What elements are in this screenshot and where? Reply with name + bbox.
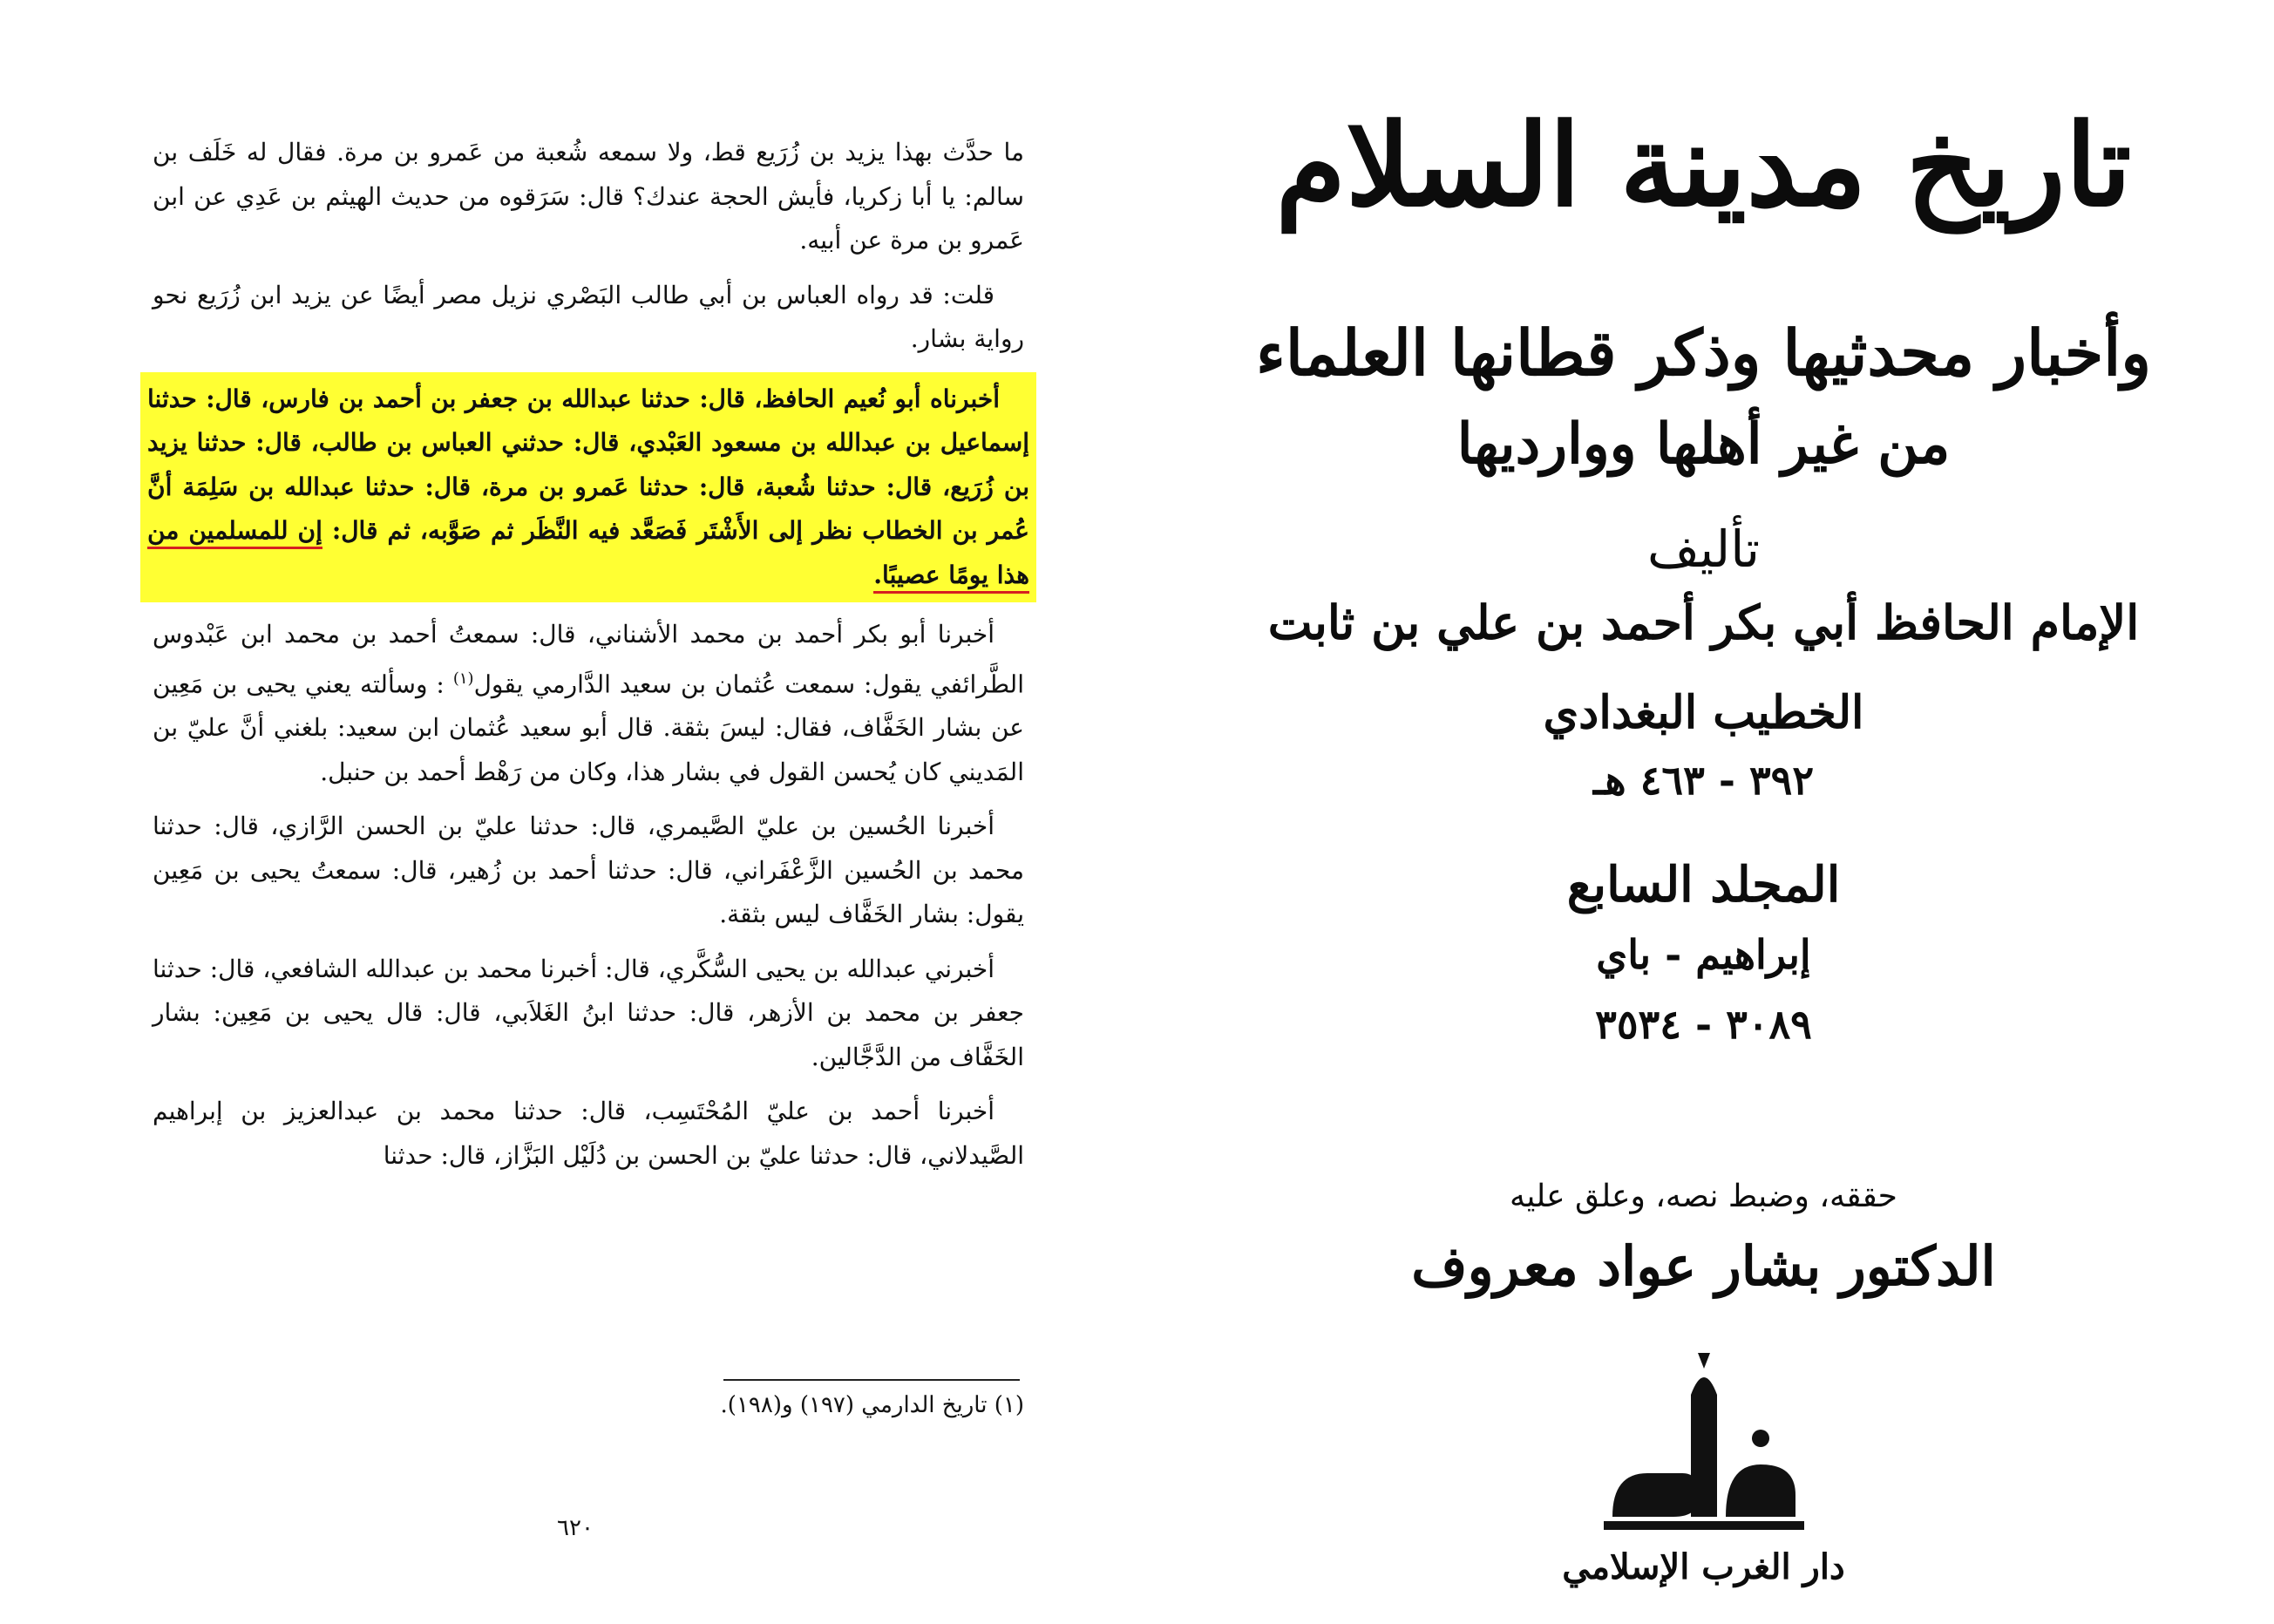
body-text [147, 131, 1030, 1188]
footnote-reference: (١) [452, 669, 474, 688]
footnote: (١) تاريخ الدارمي (١٩٧) و(١٩٨). [720, 1392, 1024, 1418]
text-line: أخبرناه أبو نُعيم الحافظ، قال: حدثنا عبدالله بن جعفر بن أحمد بن [338, 384, 1000, 413]
paragraph [153, 613, 1024, 794]
paragraph [153, 948, 1024, 1080]
text-line: خَلَف بن سالم: يا أبا زكريا، فأيش الحجة عندك؟ قال: سَرَقوه من حديث [153, 138, 1025, 211]
paragraph [153, 274, 1024, 362]
paragraph [153, 131, 1024, 263]
text-line: قال: قال يحيى بن مَعِين: بشار الخَفَّاف من الدَّجَّالين. [153, 998, 1024, 1071]
author-dates: ٣٩٢ - ٤٦٣ هـ [1592, 757, 1815, 804]
text-line: أخبرنا أحمد بن عليّ المُحْتَسِب، قال: حدثنا محمد بن عبدالعزيز بن [241, 1097, 995, 1126]
highlighted-paragraph [140, 372, 1036, 603]
editor-role: حققه، وضبط نصه، وعلق عليه [1510, 1179, 1897, 1214]
text-line: أخبرنا أبو بكر أحمد بن محمد الأشناني، قال: سمعتُ أحمد بن محمد [284, 620, 995, 649]
text-line: قلت: قد رواه العباس بن أبي طالب البَصْري نزيل مصر أيضًا عن يزيد [291, 280, 995, 309]
footnote-divider [723, 1379, 1020, 1381]
book-subtitle-line-1: وأخبار محدثيها وذكر قطانها العلماء [1255, 316, 2152, 390]
text-line: : وسألته [359, 669, 453, 698]
book-title: تاريخ مدينة السلام [1275, 99, 2132, 232]
text-line: ابن زُرَيع نحو رواية بشار. [153, 280, 1024, 353]
editor-name: الدكتور بشار عواد معروف [1411, 1234, 1996, 1298]
publisher-name: دار الغرب الإسلامي [1562, 1546, 1845, 1587]
page-number: ٦٢٠ [557, 1515, 594, 1541]
text-line: إبراهيم الصَّيدلاني، قال: حدثنا عليّ بن الحسن بن دُلَيْل البَزَّاز، قال: حدثنا [153, 1097, 1024, 1170]
text-line: قال: حدثنا محمد بن الحُسين الزَّعْفَراني، قال: حدثنا أحمد بن زُهير، قال: [153, 812, 1024, 885]
text-line: يعني يحيى بن مَعِين عن بشار الخَفَّاف، فقال: ليسَ بثقة. قال أبو سعيد عُثمان [153, 669, 1024, 743]
text-line: الأَشْتَر فَصَعَّد فيه النَّظَر ثم صَوَّبه، ثم قال: [322, 516, 759, 545]
text-page [0, 0, 1133, 1624]
text-line: العباس بن طالب، قال: حدثنا يزيد بن زُرَيع، قال: حدثنا شُعبة، قال: حدثنا [147, 428, 1030, 501]
book-subtitle-line-2: من غير أهلها ووارديها [1456, 411, 1951, 477]
text-line: ما حدَّث بهذا يزيد بن زُرَيع قط، ولا سمعه شُعبة من عَمرو بن مرة. فقال له [246, 138, 1024, 166]
paragraph [153, 1090, 1024, 1178]
text-line: رَهْط أحمد بن حنبل. [320, 757, 522, 786]
volume-label: المجلد السابع [1566, 856, 1841, 914]
text-line: عَمرو بن مرة، قال: حدثنا عبدالله بن سَلِمَة أنَّ عُمر بن الخطاب نظر إلى [147, 472, 1030, 545]
text-line: ابن سعيد: بلغني أنَّ عليّ بن المَديني كان يُحسن القول في بشار هذا، وكان من [153, 713, 1024, 786]
text-line: الشافعي، قال: حدثنا جعفر بن محمد بن الأزهر، قال: حدثنا ابنُ الغَلاَبي، [153, 954, 1024, 1028]
text-line: أخبرني عبدالله بن يحيى السُّكَّري، قال: أخبرنا محمد بن عبدالله [365, 954, 994, 983]
author-name-line-1: الإمام الحافظ أبي بكر أحمد بن علي بن ثابت [1267, 595, 2140, 650]
title-page [1133, 0, 2274, 1624]
publisher-logo-icon [1551, 1342, 1857, 1552]
byline-label: تأليف [1646, 520, 1761, 579]
author-name-line-2: الخطيب البغدادي [1543, 686, 1864, 739]
text-line: فارس، قال: حدثنا إسماعيل بن عبدالله بن مسعود العَبْدي، قال: حدثني [147, 384, 1030, 457]
underlined-quote: إن للمسلمين من هذا يومًا عصيبًا. [147, 516, 1029, 594]
text-line: الهيثم بن عَدِي عن ابن عَمرو بن مرة عن أبيه. [153, 181, 1024, 255]
volume-range-numbers: ٣٠٨٩ - ٣٥٣٤ [1595, 1001, 1812, 1048]
volume-range-names: إبراهيم - باي [1596, 931, 1811, 978]
text-line: أخبرنا الحُسين بن عليّ الصَّيمري، قال: حدثنا عليّ بن الحسن الرَّازي، [270, 812, 994, 841]
text-line: سمعتُ يحيى بن مَعِين يقول: بشار الخَفَّاف ليس بثقة. [153, 855, 1024, 929]
text-line: ابن عَبْدوس الطَّرائفي يقول: سمعت عُثمان بن سعيد الدَّارمي يقول [153, 620, 1024, 698]
paragraph [153, 805, 1024, 937]
